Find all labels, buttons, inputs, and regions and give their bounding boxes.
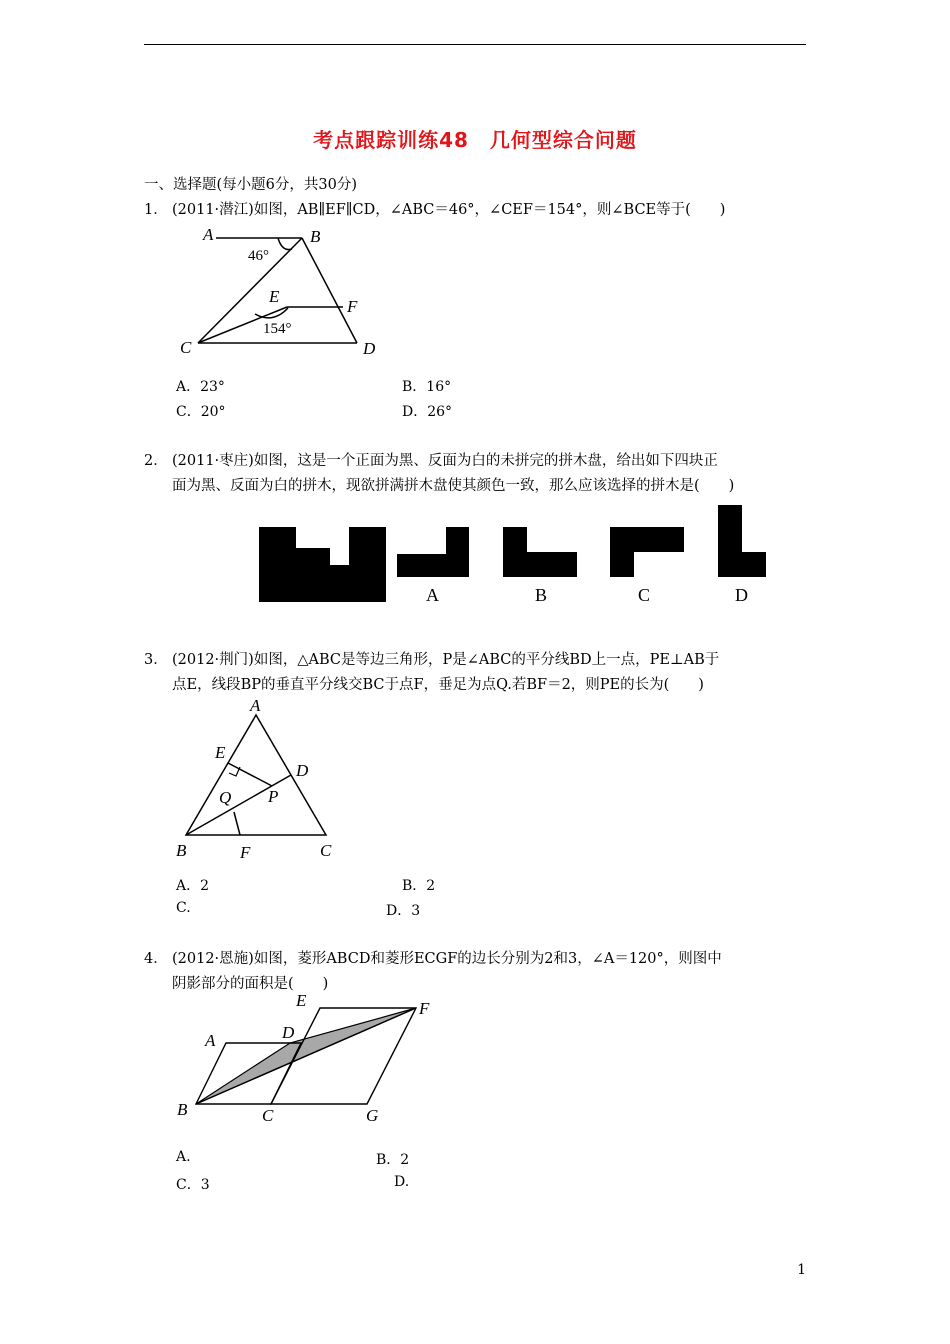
q1-label-d: D — [363, 339, 376, 358]
q3-option-c: C. — [176, 900, 191, 916]
q4-label-a: A — [205, 1031, 216, 1050]
q1-label-f: F — [347, 297, 358, 316]
section-heading: 一、选择题(每小题6分，共30分) — [144, 177, 357, 193]
q2-label-b: B — [535, 585, 548, 605]
q1-option-d: D．26° — [402, 404, 453, 420]
q2-label-a: A — [426, 585, 439, 605]
q3-label-a: A — [250, 696, 261, 715]
q1-angle-154: 154° — [263, 321, 292, 337]
question-4-text-line1: (2012·恩施)如图，菱形ABCD和菱形ECGF的边长分别为2和3，∠A＝120°，则图中 — [172, 951, 722, 967]
question-4-text-line2: 阴影部分的面积是( ) — [172, 976, 329, 992]
question-2-text-line2: 面为黑、反面为白的拼木，现欲拼满拼木盘使其颜色一致，那么应该选择的拼木是( ) — [172, 478, 735, 494]
q4-label-e: E — [296, 991, 307, 1010]
question-4-number: 4． — [144, 951, 168, 967]
q1-label-a: A — [203, 225, 214, 244]
question-1-text: (2011·潜江)如图，AB∥EF∥CD，∠ABC＝46°，∠CEF＝154°，则∠BCE等于( ) — [172, 202, 726, 218]
q4-label-f: F — [419, 999, 430, 1018]
q1-angle-46: 46° — [248, 248, 269, 264]
q1-option-b: B．16° — [402, 379, 452, 395]
q4-option-a: A. — [176, 1149, 191, 1165]
q1-label-c: C — [180, 338, 192, 357]
q4-label-d: D — [282, 1023, 295, 1042]
q1-option-a: A．23° — [176, 379, 225, 395]
q1-label-e: E — [269, 287, 280, 306]
question-3-number: 3． — [144, 652, 168, 668]
q4-label-g: G — [366, 1106, 379, 1125]
question-2-text-line1: (2011·枣庄)如图，这是一个正面为黑、反面为白的未拼完的拼木盘，给出如下四块正 — [172, 453, 718, 469]
q4-option-c: C．3 — [176, 1177, 210, 1193]
page-number: 1 — [797, 1262, 806, 1278]
q3-label-f: F — [240, 843, 251, 862]
q3-label-b: B — [176, 841, 187, 860]
q3-label-p: P — [268, 787, 279, 806]
q3-option-b: B．2 — [402, 878, 436, 894]
q4-label-c: C — [262, 1106, 274, 1125]
q3-label-d: D — [296, 761, 309, 780]
q4-option-d: D. — [394, 1174, 410, 1190]
q1-option-c: C．20° — [176, 404, 226, 420]
q3-option-a: A．2 — [176, 878, 210, 894]
page-title: 考点跟踪训练48 几何型综合问题 — [313, 128, 637, 152]
q3-option-d: D．3 — [386, 903, 421, 919]
question-2-number: 2． — [144, 453, 168, 469]
q4-option-b: B．2 — [376, 1152, 410, 1168]
q3-label-e: E — [215, 743, 226, 762]
q3-label-c: C — [320, 841, 332, 860]
question-3-text-line2: 点E，线段BP的垂直平分线交BC于点F，垂足为点Q.若BF＝2，则PE的长为( ) — [172, 677, 704, 693]
q2-label-d: D — [735, 585, 748, 605]
q1-label-b: B — [310, 227, 321, 246]
question-1-number: 1． — [144, 202, 168, 218]
q2-label-c: C — [638, 585, 651, 605]
question-3-text-line1: (2012·荆门)如图，△ABC是等边三角形，P是∠ABC的平分线BD上一点，PE⊥AB于 — [172, 652, 720, 668]
q4-label-b: B — [177, 1100, 188, 1119]
q3-label-q: Q — [219, 788, 232, 807]
